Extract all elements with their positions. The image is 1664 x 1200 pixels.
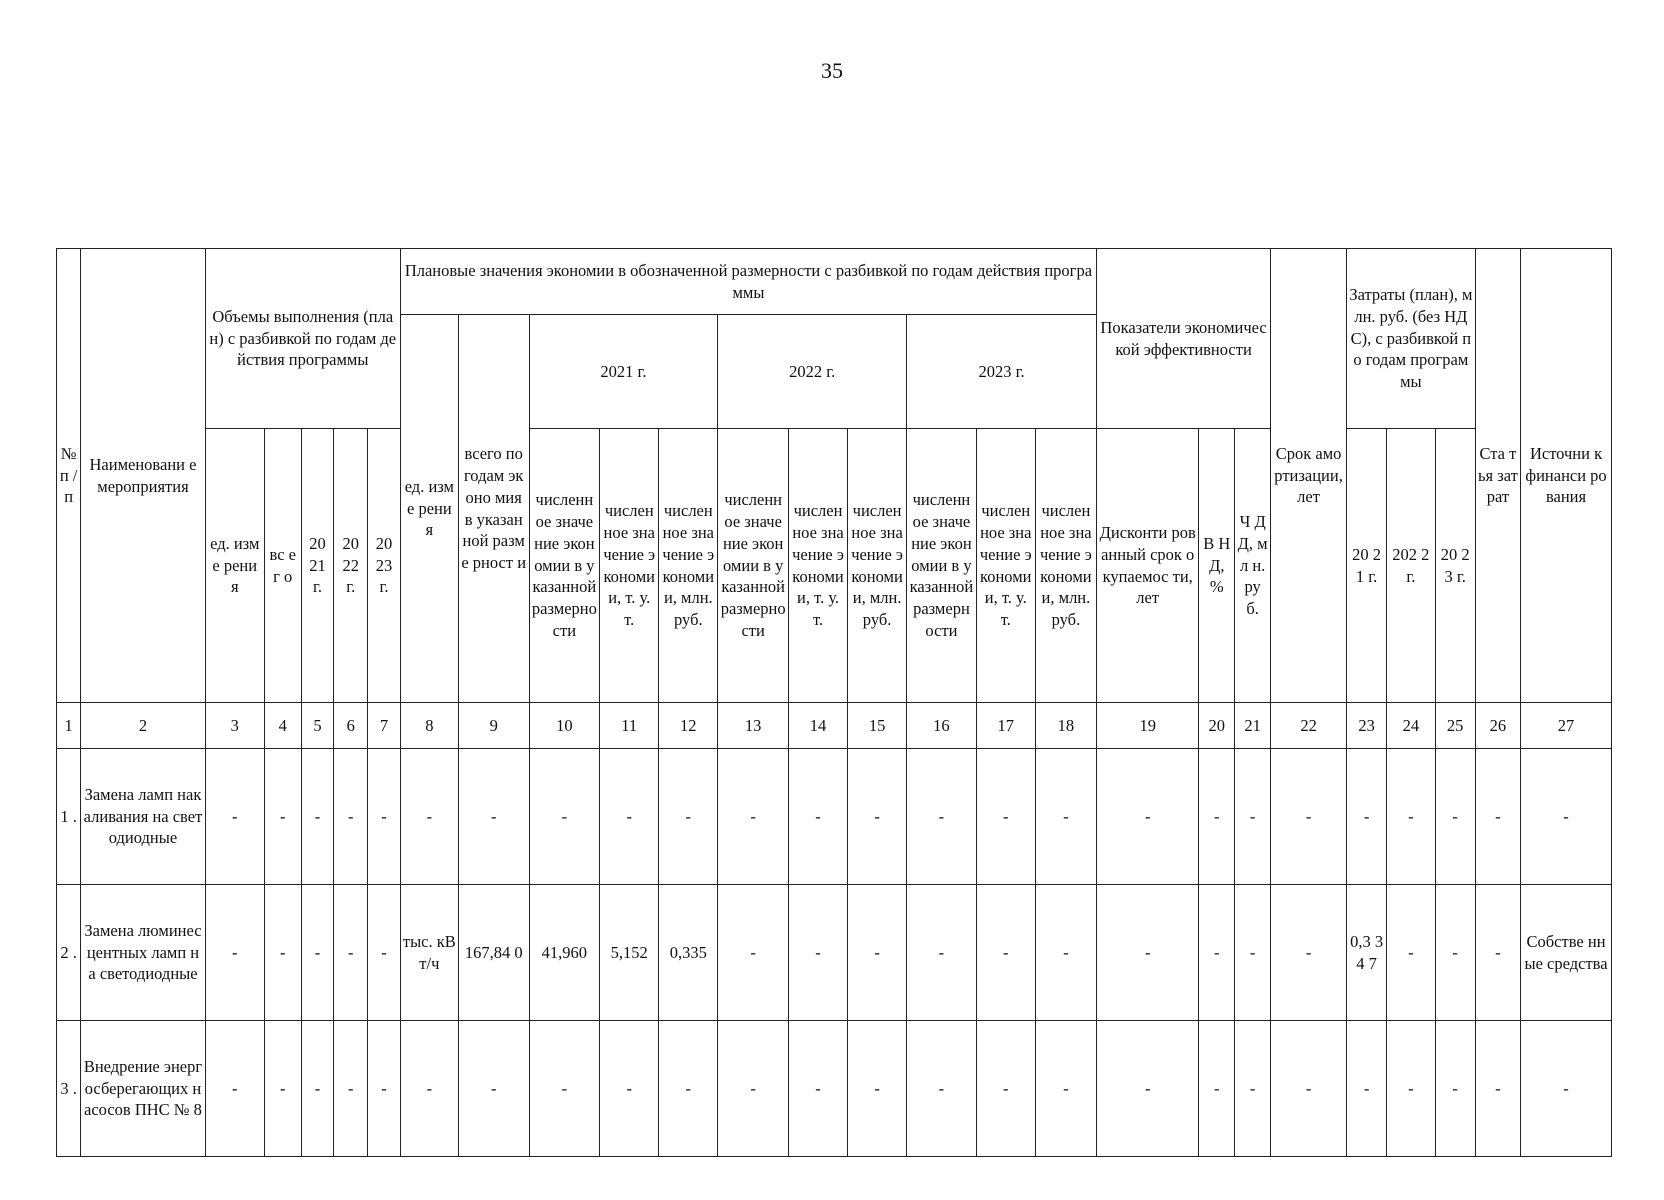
column-number: 16 [907, 703, 977, 749]
column-number: 1 [57, 703, 81, 749]
table-cell: - [368, 885, 401, 1021]
table-cell: - [1235, 885, 1271, 1021]
column-number: 5 [301, 703, 334, 749]
table-cell: - [600, 1021, 659, 1157]
column-number: 7 [368, 703, 401, 749]
column-number: 21 [1235, 703, 1271, 749]
header-sav-total: всего по годам эконо мия в указан ной разме рност и [458, 315, 529, 703]
table-cell: 3 . [57, 1021, 81, 1157]
table-cell: - [789, 1021, 848, 1157]
table-cell: - [848, 885, 907, 1021]
table-cell: - [1271, 749, 1347, 885]
column-number: 13 [718, 703, 789, 749]
table-row [57, 749, 1612, 885]
table-cell: - [1521, 749, 1612, 885]
table-cell: - [1097, 749, 1199, 885]
column-number: 9 [458, 703, 529, 749]
header-cost-2022: 202 2 г. [1387, 429, 1436, 703]
column-number: 12 [659, 703, 718, 749]
table-cell: - [718, 1021, 789, 1157]
table-cell: - [264, 749, 301, 885]
header-2023-tut: численное значение экономии, т. у. т. [976, 429, 1035, 703]
table-body [57, 749, 1612, 1157]
header-vol-2022: 20 22 г. [334, 429, 368, 703]
column-number: 20 [1199, 703, 1235, 749]
table-cell: - [301, 1021, 334, 1157]
column-number: 3 [205, 703, 264, 749]
header-financing: Источни к финанси рования [1521, 249, 1612, 703]
column-number: 11 [600, 703, 659, 749]
table-cell: - [1521, 1021, 1612, 1157]
table-cell: - [718, 749, 789, 885]
header-2023-rub: численное значение экономии, млн. руб. [1035, 429, 1096, 703]
header-cost-2023: 20 23 г. [1435, 429, 1475, 703]
header-vol-2021: 20 21 г. [301, 429, 334, 703]
table-cell: - [334, 749, 368, 885]
table-cell: - [400, 1021, 458, 1157]
header-2022-rub: численное значение экономии, млн. руб. [848, 429, 907, 703]
table-cell: - [529, 1021, 600, 1157]
table-cell: 2 . [57, 885, 81, 1021]
table-cell: 167,84 0 [458, 885, 529, 1021]
table-cell: - [1035, 1021, 1096, 1157]
table-cell: - [976, 885, 1035, 1021]
header-vol-total: вс ег о [264, 429, 301, 703]
table-cell: - [718, 885, 789, 1021]
table-cell: - [907, 1021, 977, 1157]
table-cell: - [1435, 749, 1475, 885]
table-cell: - [1435, 1021, 1475, 1157]
table-cell: - [1475, 749, 1520, 885]
table-cell: - [1271, 885, 1347, 1021]
table-cell: 0,3 34 7 [1347, 885, 1387, 1021]
header-costs-group: Затраты (план), млн. руб. (без НДС), с разбивкой по годам программы [1347, 249, 1476, 429]
table-cell: - [1475, 1021, 1520, 1157]
table-cell: - [659, 1021, 718, 1157]
table-cell: - [1387, 885, 1436, 1021]
table-cell: - [1271, 1021, 1347, 1157]
column-number: 14 [789, 703, 848, 749]
table-cell: - [1035, 885, 1096, 1021]
table-cell: - [907, 885, 977, 1021]
table-cell: - [1235, 1021, 1271, 1157]
column-number: 23 [1347, 703, 1387, 749]
table-cell: 41,960 [529, 885, 600, 1021]
column-number: 17 [976, 703, 1035, 749]
header-row-3 [57, 429, 1612, 703]
table-cell: - [907, 749, 977, 885]
column-number: 27 [1521, 703, 1612, 749]
column-number: 6 [334, 703, 368, 749]
table-cell: - [334, 885, 368, 1021]
column-number: 10 [529, 703, 600, 749]
table-cell: - [848, 749, 907, 885]
column-number: 24 [1387, 703, 1436, 749]
header-amortization: Срок амортизации, лет [1271, 249, 1347, 703]
header-2021-rub: численное значение экономии, млн. руб. [659, 429, 718, 703]
table-cell: - [205, 1021, 264, 1157]
column-number: 15 [848, 703, 907, 749]
table-cell: - [1035, 749, 1096, 885]
header-eff-vnd: В Н Д, % [1199, 429, 1235, 703]
table-cell: - [529, 749, 600, 885]
header-num: № п / п [57, 249, 81, 703]
table-cell: - [368, 1021, 401, 1157]
table-cell: - [334, 1021, 368, 1157]
table-cell: - [600, 749, 659, 885]
table-cell: - [205, 749, 264, 885]
row-name-cell: Замена люминесцентных ламп на светодиодные [81, 885, 205, 1021]
column-number: 18 [1035, 703, 1096, 749]
column-number: 8 [400, 703, 458, 749]
table-cell: - [1387, 1021, 1436, 1157]
column-number: 26 [1475, 703, 1520, 749]
table-cell: - [1199, 749, 1235, 885]
table-cell: - [1387, 749, 1436, 885]
header-2022-tut: численное значение экономии, т. у. т. [789, 429, 848, 703]
header-eff-chdd: Ч Д Д, мл н. ру б. [1235, 429, 1271, 703]
table-cell: - [264, 885, 301, 1021]
economy-plan-table [56, 248, 1612, 1157]
table-cell: - [1347, 1021, 1387, 1157]
table-cell: - [1475, 885, 1520, 1021]
header-savings-group: Плановые значения экономии в обозначенной размерности с разбивкой по годам действия программы [400, 249, 1096, 315]
table-cell: - [1097, 1021, 1199, 1157]
table-cell: - [205, 885, 264, 1021]
table-cell: - [1235, 749, 1271, 885]
header-year-2023: 2023 г. [907, 315, 1097, 429]
row-name-cell: Внедрение энергосберегающих насосов ПНС № 8 [81, 1021, 205, 1157]
header-year-2021: 2021 г. [529, 315, 718, 429]
table-cell: тыс. кВт/ч [400, 885, 458, 1021]
table-cell: - [976, 1021, 1035, 1157]
table-cell: - [458, 1021, 529, 1157]
table-cell: - [301, 885, 334, 1021]
column-number-row [57, 703, 1612, 749]
table-row [57, 885, 1612, 1021]
header-2021-numeric: численное значение экономии в указанной размерности [529, 429, 600, 703]
header-cost-2021: 20 21 г. [1347, 429, 1387, 703]
header-vol-unit: ед. изме рени я [205, 429, 264, 703]
header-2022-numeric: численное значение экономии в указанной размерности [718, 429, 789, 703]
table-cell: - [458, 749, 529, 885]
table-cell: - [789, 749, 848, 885]
header-volumes-group: Объемы выполнения (план) с разбивкой по годам действия программы [205, 249, 400, 429]
page-number: 35 [821, 58, 843, 83]
row-name-cell: Замена ламп накаливания на светодиодные [81, 749, 205, 885]
header-sav-unit: ед. изме рени я [400, 315, 458, 703]
table-cell: - [789, 885, 848, 1021]
header-row-1 [57, 249, 1612, 315]
table-cell: - [659, 749, 718, 885]
table-cell: Собстве нные средства [1521, 885, 1612, 1021]
header-year-2022: 2022 г. [718, 315, 907, 429]
table-cell: - [1435, 885, 1475, 1021]
header-name: Наименовани е мероприятия [81, 249, 205, 703]
column-number: 19 [1097, 703, 1199, 749]
table-cell: 5,152 [600, 885, 659, 1021]
header-2023-numeric: численное значение экономии в указанной размерности [907, 429, 977, 703]
table-cell: - [400, 749, 458, 885]
table-cell: - [1097, 885, 1199, 1021]
table-cell: - [264, 1021, 301, 1157]
table-row [57, 1021, 1612, 1157]
header-eff-payback: Дисконти рованный срок окупаемос ти, лет [1097, 429, 1199, 703]
column-number: 22 [1271, 703, 1347, 749]
table-cell: 1 . [57, 749, 81, 885]
table-cell: 0,335 [659, 885, 718, 1021]
column-number: 2 [81, 703, 205, 749]
header-vol-2023: 20 23 г. [368, 429, 401, 703]
table-cell: - [1199, 1021, 1235, 1157]
table-cell: - [976, 749, 1035, 885]
column-number: 4 [264, 703, 301, 749]
table-cell: - [1199, 885, 1235, 1021]
table-cell: - [301, 749, 334, 885]
table-cell: - [848, 1021, 907, 1157]
header-cost-item: Ста тья зат рат [1475, 249, 1520, 703]
table-cell: - [1347, 749, 1387, 885]
table-cell: - [368, 749, 401, 885]
header-2021-tut: численное значение экономии, т. у. т. [600, 429, 659, 703]
header-efficiency-group: Показатели экономической эффективности [1097, 249, 1271, 429]
column-number: 25 [1435, 703, 1475, 749]
